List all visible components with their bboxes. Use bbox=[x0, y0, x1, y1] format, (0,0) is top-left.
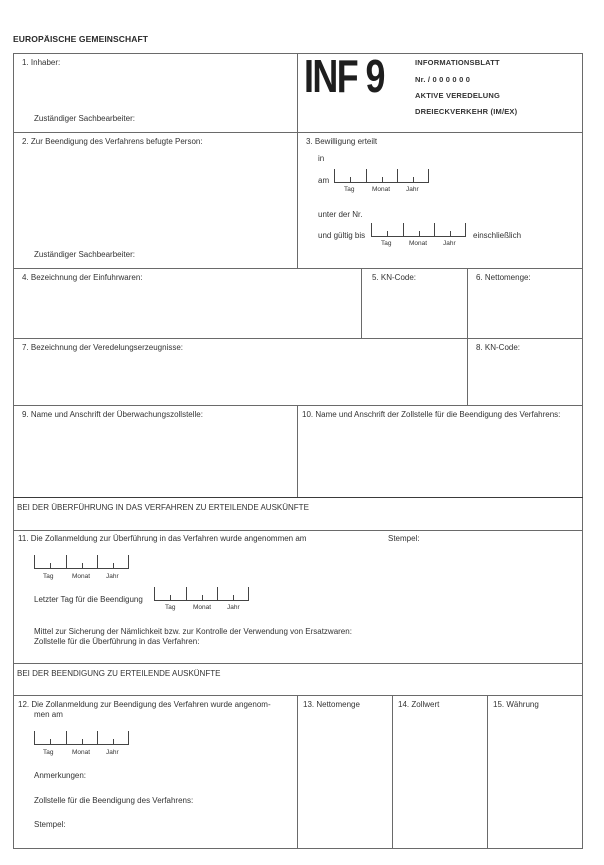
box1-clerk-label: Zuständiger Sachbearbeiter: bbox=[34, 114, 135, 123]
box11-last-day-date-input[interactable] bbox=[154, 587, 249, 601]
box11-stamp-label: Stempel: bbox=[388, 534, 420, 543]
row-divider bbox=[13, 530, 583, 531]
box13-net-quantity-field[interactable] bbox=[298, 696, 391, 848]
column-divider bbox=[297, 53, 298, 268]
traffic-type-line: DREIECKVERKEHR (IM/EX) bbox=[415, 107, 518, 116]
date-month-label: Monat bbox=[72, 749, 91, 756]
box3-in-label: in bbox=[318, 154, 325, 163]
date-year-label: Jahr bbox=[106, 749, 119, 756]
date-year-label: Jahr bbox=[106, 573, 119, 580]
date-day-label: Tag bbox=[381, 240, 392, 247]
box10-discharge-office-field[interactable] bbox=[298, 406, 582, 496]
issuing-authority: EUROPÄISCHE GEMEINSCHAFT bbox=[13, 34, 149, 44]
box3-valid-until-date-input[interactable] bbox=[371, 223, 466, 237]
date-year-label: Jahr bbox=[227, 604, 240, 611]
date-day-label: Tag bbox=[165, 604, 176, 611]
box15-currency-label: 15. Währung bbox=[493, 700, 539, 709]
box12-discharge-office-label: Zollstelle für die Beendigung des Verfahrens: bbox=[34, 796, 194, 805]
box11-stamp-area[interactable] bbox=[385, 546, 580, 656]
section-entry-heading: BEI DER ÜBERFÜHRUNG IN DAS VERFAHREN ZU ERTEILENDE AUSKÜNFTE bbox=[17, 503, 309, 512]
procedure-line: AKTIVE VEREDELUNG bbox=[415, 91, 501, 100]
form-type-line: INFORMATIONSBLATT bbox=[415, 58, 500, 67]
date-day-label: Tag bbox=[43, 573, 54, 580]
date-month-label: Monat bbox=[193, 604, 212, 611]
box6-net-quantity-label: 6. Nettomenge: bbox=[476, 273, 531, 282]
box11-identity-means-label: Mittel zur Sicherung der Nämlichkeit bzw. zur Kontrolle der Verwendung von Ersatzwaren: bbox=[34, 627, 352, 636]
date-year-label: Jahr bbox=[406, 186, 419, 193]
date-year-label: Jahr bbox=[443, 240, 456, 247]
section-discharge-heading: BEI DER BEENDIGUNG ZU ERTEILENDE AUSKÜNFTE bbox=[17, 669, 221, 678]
box3-am-label: am bbox=[318, 176, 330, 185]
box3-inclusive-label: einschließlich bbox=[473, 231, 522, 240]
box3-valid-until-label: und gültig bis bbox=[318, 231, 366, 240]
box11-last-day-label: Letzter Tag für die Beendigung bbox=[34, 595, 143, 604]
box11-entry-declaration-label: 11. Die Zollanmeldung zur Überführung in das Verfahren wurde angenommen am bbox=[18, 534, 307, 543]
box1-holder-label: 1. Inhaber: bbox=[22, 58, 61, 67]
form-number-line: Nr. / 0 0 0 0 0 0 bbox=[415, 75, 471, 84]
box4-import-goods-label: 4. Bezeichnung der Einfuhrwaren: bbox=[22, 273, 143, 282]
box8-cn-code-label: 8. KN-Code: bbox=[476, 343, 521, 352]
box2-authorized-person-label: 2. Zur Beendigung des Verfahrens befugte Person: bbox=[22, 137, 203, 146]
date-day-label: Tag bbox=[344, 186, 355, 193]
box9-supervising-office-label: 9. Name und Anschrift der Überwachungszollstelle: bbox=[22, 410, 203, 419]
box11-acceptance-date-input[interactable] bbox=[34, 555, 129, 569]
date-month-label: Monat bbox=[409, 240, 428, 247]
box12-stamp-label: Stempel: bbox=[34, 820, 66, 829]
box2-authorized-person-field[interactable] bbox=[14, 133, 296, 267]
date-month-label: Monat bbox=[72, 573, 91, 580]
box5-cn-code-label: 5. KN-Code: bbox=[372, 273, 417, 282]
box14-customs-value-field[interactable] bbox=[393, 696, 486, 848]
form-code: INF 9 bbox=[304, 50, 384, 102]
box3-number-label: unter der Nr. bbox=[318, 210, 363, 219]
box10-discharge-office-label: 10. Name und Anschrift der Zollstelle für die Beendigung des Verfahrens: bbox=[302, 410, 561, 419]
box12-discharge-declaration-label: 12. Die Zollanmeldung zur Beendigung des Verfahren wurde angenom- bbox=[18, 700, 271, 709]
box15-currency-field[interactable] bbox=[488, 696, 582, 848]
box12-discharge-declaration-label-cont: men am bbox=[34, 710, 63, 719]
box3-authorization-label: 3. Bewilligung erteilt bbox=[306, 137, 378, 146]
box2-clerk-label: Zuständiger Sachbearbeiter: bbox=[34, 250, 135, 259]
box11-entry-office-label: Zollstelle für die Überführung in das Verfahren: bbox=[34, 637, 200, 646]
box3-issue-date-input[interactable] bbox=[334, 169, 429, 183]
box7-processed-products-label: 7. Bezeichnung der Veredelungserzeugnisse: bbox=[22, 343, 183, 352]
section-divider bbox=[13, 497, 583, 498]
box9-supervising-office-field[interactable] bbox=[14, 406, 296, 496]
date-day-label: Tag bbox=[43, 749, 54, 756]
box14-customs-value-label: 14. Zollwert bbox=[398, 700, 440, 709]
section-divider bbox=[13, 663, 583, 664]
date-month-label: Monat bbox=[372, 186, 391, 193]
box12-remarks-label: Anmerkungen: bbox=[34, 771, 87, 780]
box13-net-quantity-label: 13. Nettomenge bbox=[303, 700, 360, 709]
box12-acceptance-date-input[interactable] bbox=[34, 731, 129, 745]
